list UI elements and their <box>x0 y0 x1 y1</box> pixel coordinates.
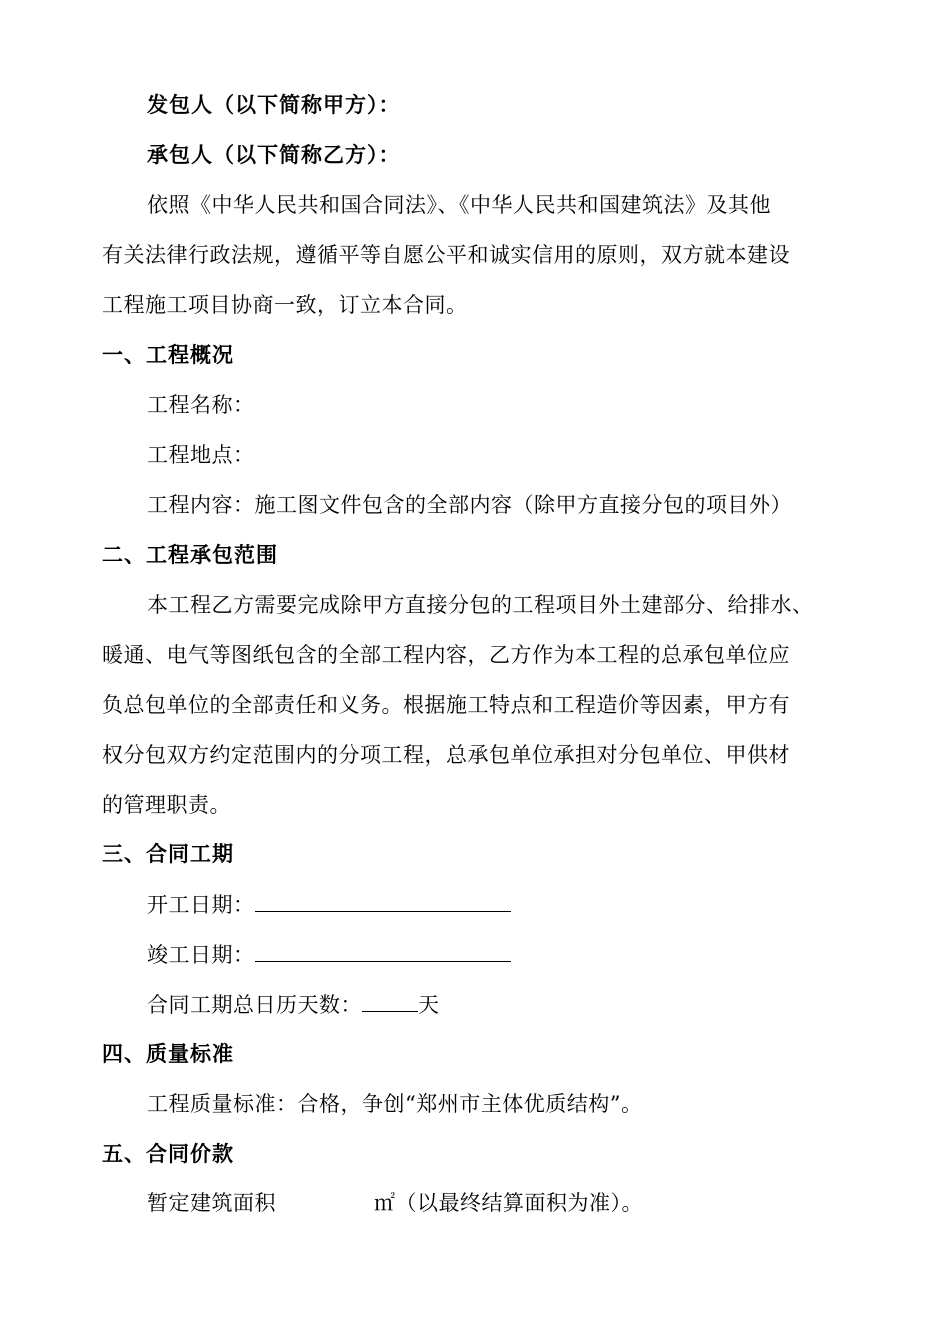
start-date-line <box>147 889 511 920</box>
section-1-title: 一、工程概况 <box>102 343 234 367</box>
preamble-line-2: 有关法律行政法规，遵循平等自愿公平和诚实信用的原则，双方就本建设 <box>102 243 790 267</box>
scope-line-1: 本工程乙方需要完成除甲方直接分包的工程项目外土建部分、给排水、 <box>147 593 814 617</box>
project-location-label: 工程地点： <box>147 443 255 467</box>
quality-standard-line: 工程质量标准：合格，争创“郑州市主体优质结构”。 <box>147 1092 643 1116</box>
area-line <box>147 1188 643 1218</box>
scope-line-3: 负总包单位的全部责任和义务。根据施工特点和工程造价等因素，甲方有 <box>102 693 790 717</box>
project-name-label: 工程名称： <box>147 393 255 417</box>
section-3-title: 三、合同工期 <box>102 842 234 866</box>
end-date-blank[interactable] <box>255 939 511 962</box>
start-date-label: 开工日期： <box>147 893 255 917</box>
total-days-blank[interactable] <box>362 989 418 1012</box>
contractor-line: 承包人（以下简称乙方）： <box>147 143 401 167</box>
preamble-line-1: 依照《中华人民共和国合同法》、《中华人民共和国建筑法》及其他 <box>147 193 771 217</box>
section-2-title: 二、工程承包范围 <box>102 543 278 567</box>
total-days-label: 合同工期总日历天数： <box>147 993 362 1017</box>
total-days-line <box>147 989 440 1020</box>
employer-line: 发包人（以下简称甲方）： <box>147 93 401 117</box>
end-date-line <box>147 939 511 970</box>
scope-line-5: 的管理职责。 <box>102 793 231 817</box>
area-label: 暂定建筑面积 <box>147 1191 276 1215</box>
section-5-title: 五、合同价款 <box>102 1142 234 1166</box>
total-days-unit: 天 <box>418 993 440 1017</box>
end-date-label: 竣工日期： <box>147 943 255 967</box>
start-date-blank[interactable] <box>255 889 511 912</box>
project-content-line: 工程内容：施工图文件包含的全部内容（除甲方直接分包的项目外） <box>147 493 792 517</box>
section-4-title: 四、质量标准 <box>102 1042 234 1066</box>
preamble-line-3: 工程施工项目协商一致，订立本合同。 <box>102 293 468 317</box>
scope-line-4: 权分包双方约定范围内的分项工程，总承包单位承担对分包单位、甲供材 <box>102 743 790 767</box>
area-unit: ㎡（以最终结算面积为准）。 <box>374 1191 643 1215</box>
scope-line-2: 暖通、电气等图纸包含的全部工程内容，乙方作为本工程的总承包单位应 <box>102 643 790 667</box>
